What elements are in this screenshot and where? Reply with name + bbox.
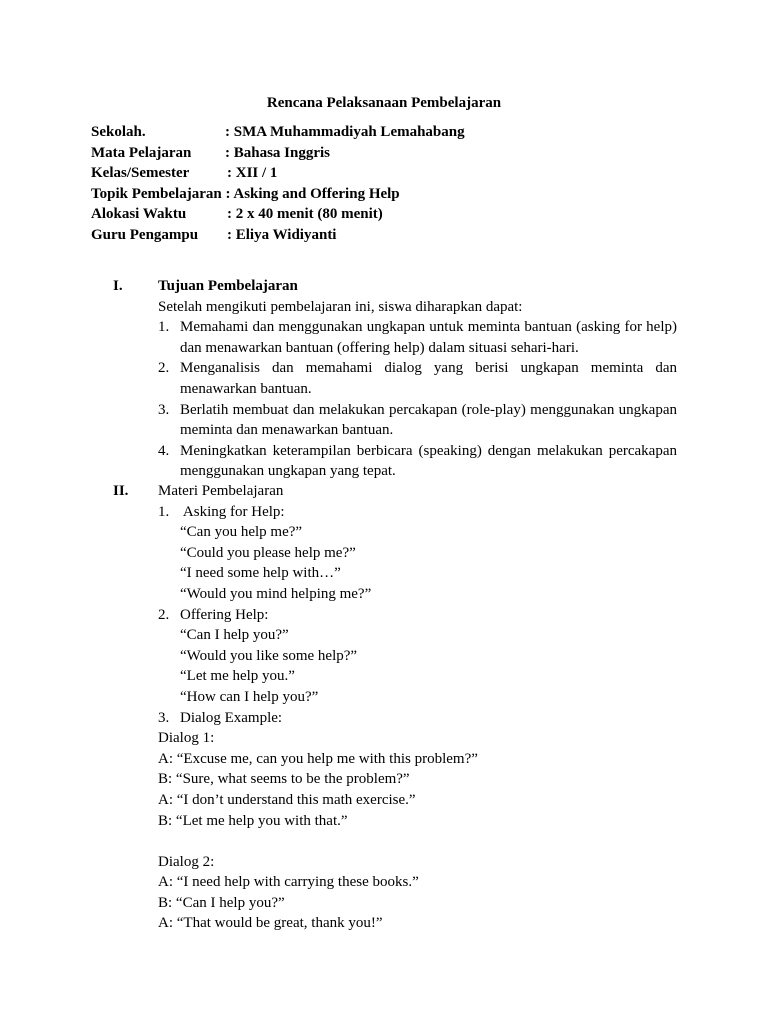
- section-heading: Tujuan Pembelajaran: [158, 278, 298, 294]
- list-item-asking: [158, 502, 677, 523]
- phrase: “Would you mind helping me?”: [180, 585, 372, 602]
- list-number: 2.: [158, 360, 170, 377]
- list-item-dialog-example: [158, 708, 677, 729]
- info-line: Topik Pembelajaran : Asking and Offering Help: [91, 185, 400, 202]
- dialog-line: A: “I need help with carrying these books.”: [158, 874, 419, 891]
- list-number: 3.: [158, 709, 170, 726]
- list-number: 1.: [158, 319, 170, 336]
- phrase: “Can I help you?”: [180, 627, 289, 644]
- list-text: Meningkatkan keterampilan berbicara (speaking) dengan melakukan percakapan menggunakan ungkapan yang tepat.: [180, 442, 677, 480]
- list-number: 1.: [158, 503, 170, 520]
- list-item: [158, 317, 677, 358]
- list-number: 4.: [158, 442, 170, 459]
- dialog-line: A: “Excuse me, can you help me with this problem?”: [158, 750, 478, 767]
- list-text: Dialog Example:: [180, 709, 283, 726]
- info-value: : Eliya Widiyanti: [227, 226, 337, 243]
- list-item: [158, 358, 677, 399]
- info-label: Alokasi Waktu: [91, 206, 187, 223]
- phrase: “Can you help me?”: [180, 524, 303, 541]
- phrase: “Could you please help me?”: [180, 544, 356, 561]
- dialog-line: A: “I don’t understand this math exercise.”: [158, 791, 416, 808]
- info-label: Kelas/Semester: [91, 165, 190, 182]
- phrase: “How can I help you?”: [180, 688, 319, 705]
- dialog-line: B: “Can I help you?”: [158, 894, 285, 911]
- dialog-title: Dialog 2:: [158, 853, 215, 870]
- info-label: Guru Pengampu: [91, 226, 199, 243]
- list-text: Berlatih membuat dan melakukan percakapan (role-play) menggunakan ungkapan meminta dan menawarkan bantuan.: [180, 401, 677, 439]
- list-text: Offering Help:: [180, 606, 269, 623]
- info-label: Sekolah.: [91, 124, 146, 140]
- dialog-title: Dialog 1:: [158, 730, 215, 747]
- list-text: Menganalisis dan memahami dialog yang berisi ungkapan meminta dan menawarkan bantuan.: [180, 360, 677, 397]
- section-intro: Setelah mengikuti pembelajaran ini, siswa diharapkan dapat:: [158, 298, 523, 315]
- section-numeral: II.: [113, 483, 129, 499]
- spacer: [158, 831, 677, 852]
- section-numeral: I.: [113, 278, 123, 294]
- list-text: Memahami dan menggunakan ungkapan untuk meminta bantuan (asking for help) dan menawarkan bantuan (offering help) dalam situasi sehari-hari.: [180, 319, 677, 356]
- list-number: 2.: [158, 606, 170, 623]
- dialog-line: B: “Let me help you with that.”: [158, 812, 348, 829]
- section-body: [158, 276, 677, 482]
- info-value: : Bahasa Inggris: [225, 144, 331, 161]
- info-value: : 2 x 40 menit (80 menit): [227, 206, 383, 223]
- phrase: “Would you like some help?”: [180, 647, 358, 664]
- list-item-offering: [158, 605, 677, 626]
- phrase: “I need some help with…”: [180, 565, 341, 582]
- list-item: [158, 400, 677, 441]
- section-body: [158, 481, 677, 934]
- list-text: Asking for Help:: [180, 503, 285, 520]
- section-heading: Materi Pembelajaran: [158, 483, 284, 499]
- dialog-line: A: “That would be great, thank you!”: [158, 915, 383, 932]
- phrase: “Let me help you.”: [180, 668, 295, 685]
- list-item: [158, 441, 677, 482]
- list-number: 3.: [158, 401, 170, 418]
- document-title: Rencana Pelaksanaan Pembelajaran: [266, 95, 502, 111]
- info-value: : XII / 1: [227, 165, 278, 182]
- info-value: : SMA Muhammadiyah Lemahabang: [225, 124, 465, 140]
- info-label: Mata Pelajaran: [91, 144, 192, 161]
- dialog-line: B: “Sure, what seems to be the problem?”: [158, 771, 410, 788]
